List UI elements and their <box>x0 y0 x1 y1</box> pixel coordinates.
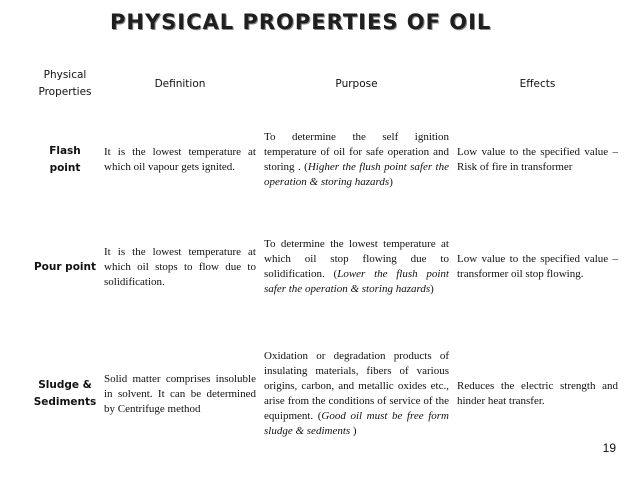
purpose-cell <box>260 320 453 468</box>
effects-cell: Reduces the electric strength and hinder heat transfer. <box>457 380 618 407</box>
page-number: 19 <box>602 441 616 455</box>
purpose-text: Oxidation or degradation products of insulating materials, fibers of various origins, carbon, and metallic oxides etc., arise from the conditions of service of the equipment. ( <box>264 350 449 422</box>
purpose-close: ) <box>430 283 434 295</box>
purpose-close: ) <box>350 425 357 437</box>
purpose-note: Lower the flush point safer the operation & storing hazards <box>264 268 449 295</box>
purpose-close: ) <box>389 176 393 188</box>
purpose-text: To determine the self ignition temperature of oil for safe operation and storing . ( <box>264 131 449 173</box>
properties-table <box>30 62 622 468</box>
definition-cell: It is the lowest temperature at which oil stops to flow due to solidification. <box>104 245 256 288</box>
header-effects: Effects <box>519 78 556 90</box>
table-row <box>30 106 622 214</box>
header-purpose: Purpose <box>335 78 378 90</box>
property-name: Sludge & Sediments <box>33 379 97 408</box>
table-header-row <box>30 62 622 106</box>
purpose-cell <box>260 106 453 214</box>
purpose-note: Good oil must be free form sludge & sediments <box>264 410 449 437</box>
header-definition: Definition <box>154 78 206 90</box>
property-name: Pour point <box>33 260 97 273</box>
header-physical-properties: Physical Properties <box>38 69 92 98</box>
definition-cell: Solid matter comprises insoluble in solvent. It can be determined by Centrifuge method <box>104 372 256 415</box>
effects-cell: Low value to the specified value – transformer oil stop flowing. <box>457 253 618 280</box>
page-title: PHYSICAL PROPERTIES OF OIL <box>110 10 492 34</box>
purpose-text: To determine the lowest temperature at which oil stop flowing due to solidification. ( <box>264 238 449 280</box>
definition-cell: It is the lowest temperature at which oil vapour gets ignited. <box>104 146 256 173</box>
table-row <box>30 320 622 468</box>
purpose-note: Higher the flush point safer the operation & storing hazards <box>264 161 449 188</box>
table-row <box>30 214 622 320</box>
effects-cell: Low value to the specified value – Risk of fire in transformer <box>457 146 618 173</box>
property-name: Flash point <box>49 145 81 174</box>
purpose-cell <box>260 214 453 320</box>
